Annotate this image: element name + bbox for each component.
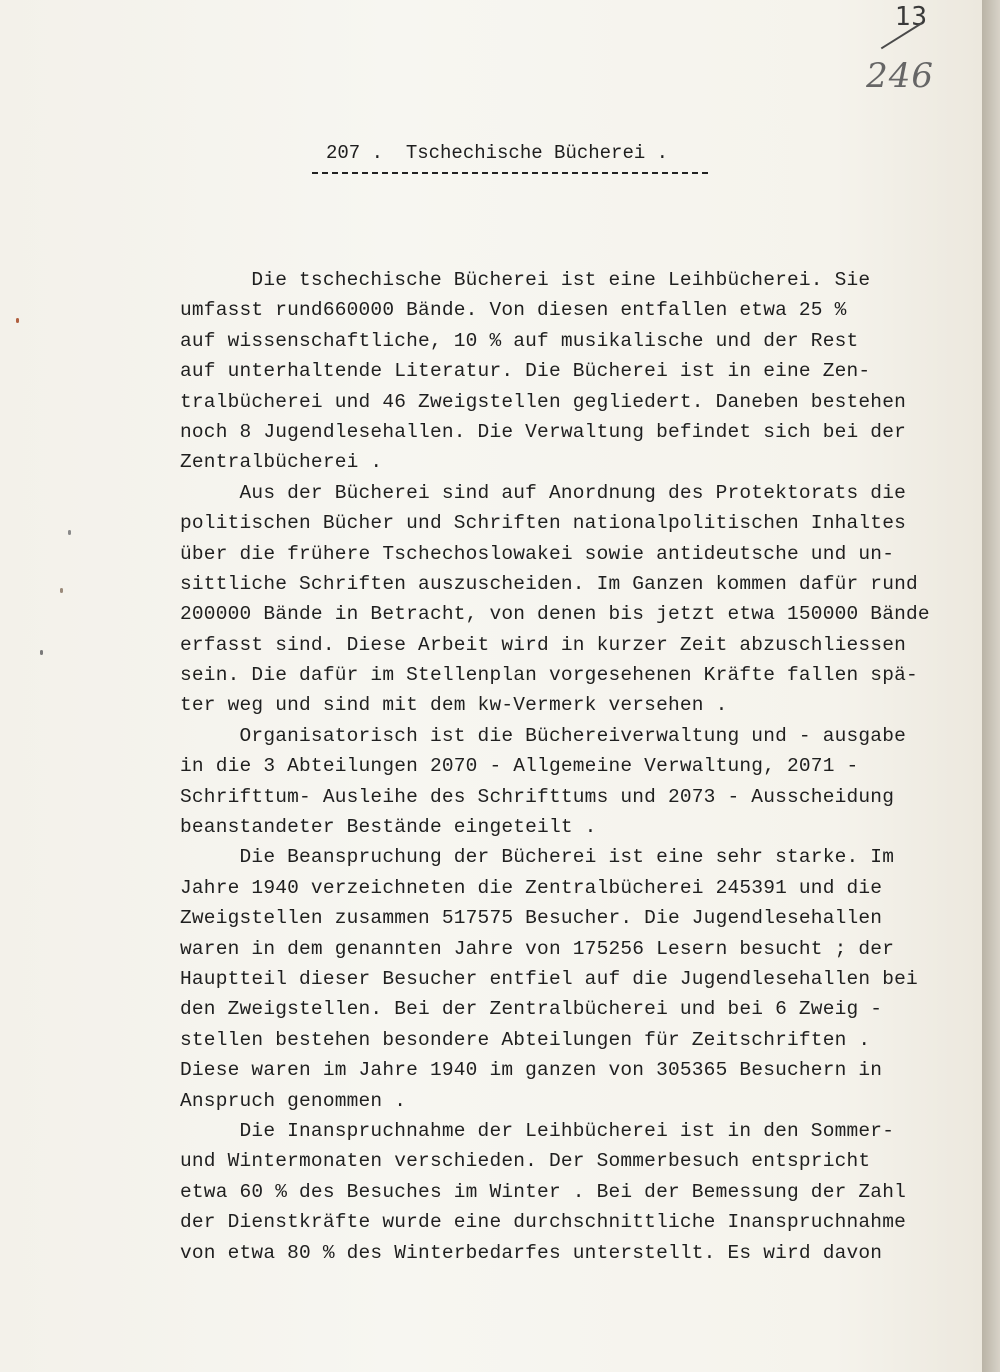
paper-blemish [16,318,19,323]
text-line: in die 3 Abteilungen 2070 - Allgemeine Verwaltung, 2071 - [180,755,859,778]
text-line: Zentralbücherei . [180,451,383,474]
text-line: auf unterhaltende Literatur. Die Bücherei ist in eine Zen- [180,360,871,383]
text-line: tralbücherei und 46 Zweigstellen gegliedert. Daneben bestehen [180,390,907,413]
text-line: den Zweigstellen. Bei der Zentralbücherei und bei 6 Zweig - [180,998,883,1021]
text-line: umfasst rund660000 Bände. Von diesen entfallen etwa 25 % [180,299,847,322]
paper-blemish [68,530,71,535]
text-line: Hauptteil dieser Besucher entfiel auf die Jugendlesehallen bei [180,967,918,990]
document-body [180,265,970,1268]
document-title: 207 . Tschechische Bücherei . [326,142,669,164]
title-underline [312,172,708,174]
text-line: auf wissenschaftliche, 10 % auf musikalische und der Rest [180,329,859,352]
page-edge [982,0,1000,1372]
text-line: 200000 Bände in Betracht, von denen bis jetzt etwa 150000 Bände [180,603,930,626]
text-line: Diese waren im Jahre 1940 im ganzen von 305365 Besuchern in [180,1059,883,1082]
text-line: sein. Die dafür im Stellenplan vorgesehenen Kräfte fallen spä- [180,664,918,687]
text-line: Schrifttum- Ausleihe des Schrifttums und 2073 - Ausscheidung [180,785,895,808]
paper-blemish [40,650,43,655]
text-line: von etwa 80 % des Winterbedarfes unterstellt. Es wird davon [180,1241,883,1264]
paper-blemish [60,588,63,593]
text-line: und Wintermonaten verschieden. Der Sommerbesuch entspricht [180,1150,871,1173]
text-line: Zweigstellen zusammen 517575 Besucher. Die Jugendlesehallen [180,907,883,930]
text-line: Jahre 1940 verzeichneten die Zentralbücherei 245391 und die [180,876,883,899]
text-line: Aus der Bücherei sind auf Anordnung des Protektorats die [180,481,907,504]
text-line: Die Beanspruchung der Bücherei ist eine sehr starke. Im [180,846,895,869]
text-line: über die frühere Tschechoslowakei sowie antideutsche und un- [180,542,895,565]
text-line: sittliche Schriften auszuscheiden. Im Ganzen kommen dafür rund [180,572,918,595]
text-line: der Dienstkräfte wurde eine durchschnittliche Inanspruchnahme [180,1211,907,1234]
text-line: Anspruch genommen . [180,1089,407,1112]
page-number-typed: 13 [894,2,928,32]
text-line: stellen bestehen besondere Abteilungen für Zeitschriften . [180,1028,871,1051]
text-line: Die Inanspruchnahme der Leihbücherei ist in den Sommer- [180,1119,895,1142]
text-line: ter weg und sind mit dem kw-Vermerk versehen . [180,694,728,717]
text-line: etwa 60 % des Besuches im Winter . Bei der Bemessung der Zahl [180,1180,907,1203]
text-line: politischen Bücher und Schriften nationalpolitischen Inhaltes [180,512,907,535]
text-line: Organisatorisch ist die Büchereiverwaltung und - ausgabe [180,724,907,747]
text-line: Die tschechische Bücherei ist eine Leihbücherei. Sie [180,269,871,291]
text-line: beanstandeter Bestände eingeteilt . [180,816,597,839]
text-line: waren in dem genannten Jahre von 175256 Lesern besucht ; der [180,937,895,960]
page-number-handwritten: 246 [866,56,934,96]
text-line: noch 8 Jugendlesehallen. Die Verwaltung befindet sich bei der [180,420,907,443]
text-line: erfasst sind. Diese Arbeit wird in kurzer Zeit abzuschliessen [180,633,907,656]
